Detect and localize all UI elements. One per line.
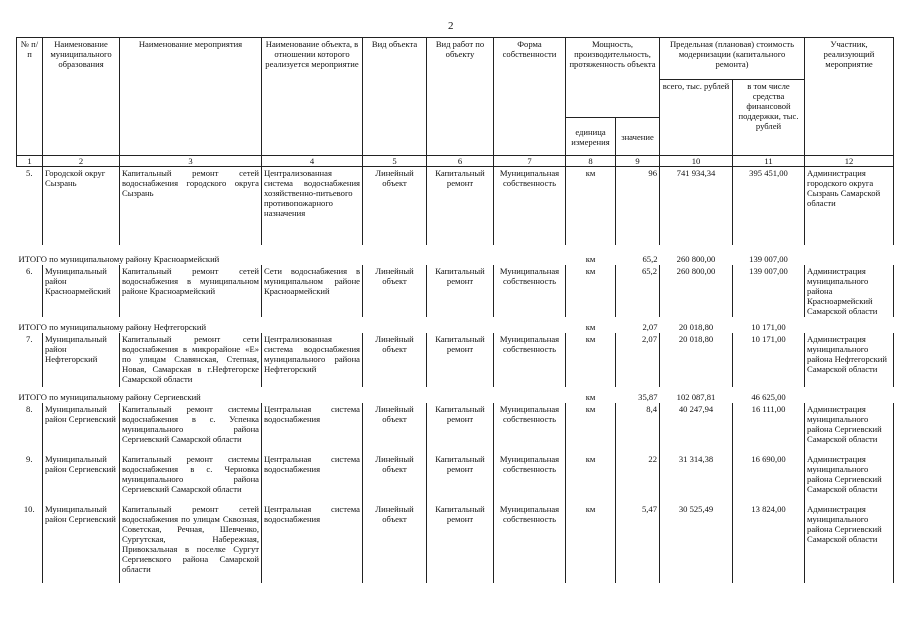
table-row — [17, 503, 894, 583]
register-table — [16, 37, 894, 583]
row-object-type: Линейный объект — [363, 503, 427, 583]
row-number: 8. — [17, 403, 43, 453]
column-number: 10 — [660, 156, 733, 167]
row-value: 65,2 — [616, 265, 660, 317]
column-number: 5 — [363, 156, 427, 167]
row-ownership: Муниципальная собственность — [494, 503, 566, 583]
row-ownership: Муниципальная собственность — [494, 265, 566, 317]
total-unit: км — [585, 391, 596, 402]
row-object-type: Линейный объект — [363, 265, 427, 317]
header-work-type: Вид работ по объекту — [427, 38, 494, 156]
row-municipality: Муниципальный район Сергиевский — [43, 403, 120, 453]
row-cost-total: 31 314,38 — [660, 453, 733, 503]
table-row — [17, 333, 894, 387]
row-municipality: Муниципальный район Сергиевский — [43, 503, 120, 583]
total-value: 35,87 — [638, 391, 658, 402]
header-object-type: Вид объекта — [363, 38, 427, 156]
column-number: 2 — [43, 156, 120, 167]
header-cost-support: в том числе средства финансовой поддержки, тыс. рублей — [733, 80, 805, 156]
row-work-type: Капитальный ремонт — [427, 167, 494, 245]
header-unit: единица измерения — [566, 118, 616, 156]
row-work-type: Капитальный ремонт — [427, 265, 494, 317]
column-number: 7 — [494, 156, 566, 167]
row-event: Капитальный ремонт системы водоснабжения в с. Черновка муниципального района Сергиевский Самарской области — [120, 453, 262, 503]
row-participant: Администрация городского округа Сызрань Самарской области — [805, 167, 894, 245]
page-number: 2 — [448, 20, 454, 32]
row-work-type: Капитальный ремонт — [427, 453, 494, 503]
row-ownership: Муниципальная собственность — [494, 333, 566, 387]
row-number: 5. — [17, 167, 43, 245]
row-object: Центральная система водоснабжения — [262, 503, 363, 583]
row-unit: км — [566, 333, 616, 387]
column-numbers-row — [17, 156, 894, 167]
row-municipality: Городской округ Сызрань — [43, 167, 120, 245]
row-value: 96 — [616, 167, 660, 245]
row-object: Центральная система водоснабжения — [262, 403, 363, 453]
total-unit: км — [585, 321, 596, 332]
row-municipality: Муниципальный район Нефтегорский — [43, 333, 120, 387]
total-cost: 20 018,80 — [678, 321, 714, 332]
row-ownership: Муниципальная собственность — [494, 453, 566, 503]
table-row — [17, 265, 894, 317]
row-number: 10. — [17, 503, 43, 583]
row-cost-support: 16 690,00 — [733, 453, 805, 503]
row-object-type: Линейный объект — [363, 453, 427, 503]
total-empty-cell — [805, 245, 894, 265]
header-cost-total: всего, тыс. рублей — [660, 80, 733, 156]
row-value: 22 — [616, 453, 660, 503]
row-cost-total: 741 934,34 — [660, 167, 733, 245]
row-unit: км — [566, 403, 616, 453]
total-value: 65,2 — [642, 253, 658, 264]
row-municipality: Муниципальный район Сергиевский — [43, 453, 120, 503]
row-number: 7. — [17, 333, 43, 387]
total-cost: 102 087,81 — [676, 391, 716, 402]
row-value: 8,4 — [616, 403, 660, 453]
row-cost-support: 10 171,00 — [733, 333, 805, 387]
row-unit: км — [566, 167, 616, 245]
total-cost: 260 800,00 — [676, 253, 716, 264]
row-participant: Администрация муниципального района Нефтегорский Самарской области — [805, 333, 894, 387]
row-cost-support: 395 451,00 — [733, 167, 805, 245]
row-unit: км — [566, 265, 616, 317]
header-num: № п/п — [17, 38, 43, 156]
total-row — [17, 245, 894, 265]
column-number: 6 — [427, 156, 494, 167]
row-municipality: Муниципальный район Красноармейский — [43, 265, 120, 317]
row-unit: км — [566, 453, 616, 503]
column-number: 3 — [120, 156, 262, 167]
row-object: Центральная система водоснабжения — [262, 453, 363, 503]
table-row — [17, 453, 894, 503]
row-cost-total: 20 018,80 — [660, 333, 733, 387]
total-empty-cell — [805, 387, 894, 403]
row-cost-total: 40 247,94 — [660, 403, 733, 453]
row-participant: Администрация муниципального района Сергиевский Самарской области — [805, 503, 894, 583]
row-object-type: Линейный объект — [363, 167, 427, 245]
row-object-type: Линейный объект — [363, 403, 427, 453]
column-number: 1 — [17, 156, 43, 167]
row-cost-support: 13 824,00 — [733, 503, 805, 583]
row-ownership: Муниципальная собственность — [494, 167, 566, 245]
table-body — [17, 167, 894, 583]
row-number: 9. — [17, 453, 43, 503]
row-event: Капитальный ремонт сетей водоснабжения по улицам Сквозная, Советская, Речная, Шевченко, Сургутская, Набережная, Привокзальная в поселке Сургут Сергиевского района Самарской области — [120, 503, 262, 583]
row-event: Капитальный ремонт сети водоснабжения в микрорайоне «Е» по улицам Славянская, Степная, Новая, Самарская в г.Нефтегорске Самарской области — [120, 333, 262, 387]
row-event: Капитальный ремонт сетей водоснабжения городского округа Сызрань — [120, 167, 262, 245]
row-event: Капитальный ремонт сетей водоснабжения в муниципальном районе Красноармейский — [120, 265, 262, 317]
header-ownership: Форма собственности — [494, 38, 566, 156]
column-number: 9 — [616, 156, 660, 167]
header-cost: Предельная (плановая) стоимость модернизации (капитального ремонта) — [660, 38, 805, 80]
row-cost-support: 139 007,00 — [733, 265, 805, 317]
row-work-type: Капитальный ремонт — [427, 333, 494, 387]
row-object: Централизованная система водоснабжения хозяйственно-питьевого противопожарного назначения — [262, 167, 363, 245]
row-unit: км — [566, 503, 616, 583]
total-unit: км — [585, 253, 596, 264]
total-value: 2,07 — [642, 321, 658, 332]
row-object-type: Линейный объект — [363, 333, 427, 387]
header-capacity: Мощность, производительность, протяженность объекта — [566, 38, 660, 118]
total-label: ИТОГО по муниципальному району Красноармейский — [18, 253, 220, 264]
row-work-type: Капитальный ремонт — [427, 403, 494, 453]
row-cost-total: 30 525,49 — [660, 503, 733, 583]
table-row — [17, 167, 894, 245]
total-label: ИТОГО по муниципальному району Нефтегорский — [18, 321, 207, 332]
total-empty-cell — [805, 317, 894, 333]
row-ownership: Муниципальная собственность — [494, 403, 566, 453]
column-number: 11 — [733, 156, 805, 167]
total-row — [17, 387, 894, 403]
row-cost-total: 260 800,00 — [660, 265, 733, 317]
column-number: 12 — [805, 156, 894, 167]
total-support: 10 171,00 — [751, 321, 786, 332]
row-object: Сети водоснабжения в муниципальном районе Красноармейский — [262, 265, 363, 317]
row-participant: Администрация муниципального района Красноармейский Самарской области — [805, 265, 894, 317]
row-object: Централизованная система водоснабжения муниципального района Нефтегорский — [262, 333, 363, 387]
column-number: 4 — [262, 156, 363, 167]
row-participant: Администрация муниципального района Сергиевский Самарской области — [805, 403, 894, 453]
header-participant: Участник, реализующий мероприятие — [805, 38, 894, 156]
row-participant: Администрация муниципального района Сергиевский Самарской области — [805, 453, 894, 503]
total-row — [17, 317, 894, 333]
row-cost-support: 16 111,00 — [733, 403, 805, 453]
column-number: 8 — [566, 156, 616, 167]
header-event: Наименование мероприятия — [120, 38, 262, 156]
row-number: 6. — [17, 265, 43, 317]
row-event: Капитальный ремонт системы водоснабжения в с. Успенка муниципального района Сергиевский Самарской области — [120, 403, 262, 453]
total-support: 46 625,00 — [751, 391, 786, 402]
header-value: значение — [616, 118, 660, 156]
header-object: Наименование объекта, в отношении которого реализуется мероприятие — [262, 38, 363, 156]
table-row — [17, 403, 894, 453]
total-label: ИТОГО по муниципальному району Сергиевский — [18, 391, 201, 402]
total-support: 139 007,00 — [749, 253, 788, 264]
header-municipality: Наименование муниципального образования — [43, 38, 120, 156]
row-work-type: Капитальный ремонт — [427, 503, 494, 583]
row-value: 2,07 — [616, 333, 660, 387]
row-value: 5,47 — [616, 503, 660, 583]
